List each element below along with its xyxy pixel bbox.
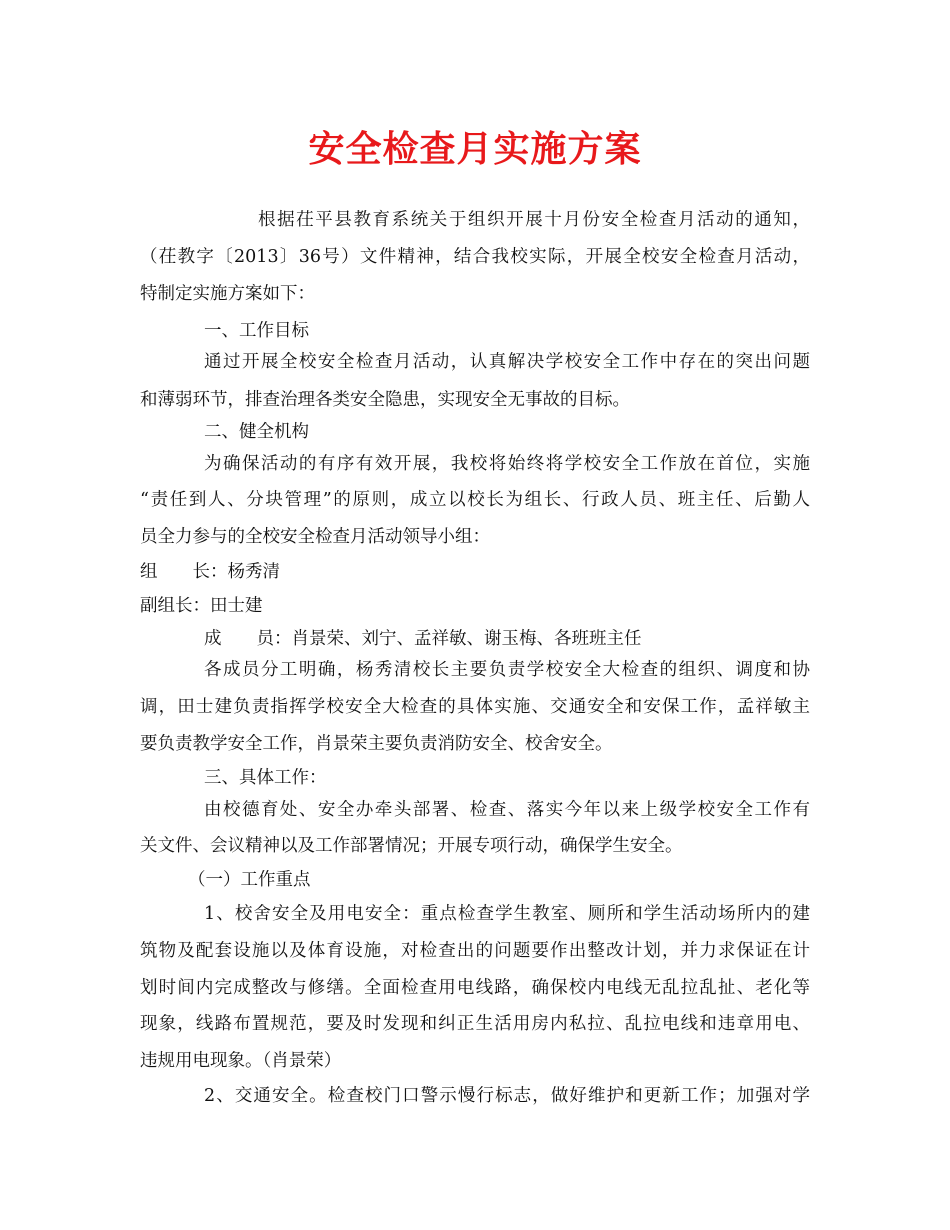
section-heading: 三、具体工作： (204, 768, 327, 788)
section-heading: （一）工作重点 (188, 870, 311, 890)
text-line: 各成员分工明确，杨秀清校长主要负责学校安全大检查的组织、调度和协 (204, 660, 810, 680)
text-line: 筑物及配套设施以及体育设施，对检查出的问题要作出整改计划，并力求保证在计 (140, 941, 810, 961)
text-line: “责任到人、分块管理”的原则，成立以校长为组长、行政人员、班主任、后勤人 (140, 490, 810, 510)
section-heading: 二、健全机构 (204, 422, 309, 442)
text-line: 1、校舍安全及用电安全：重点检查学生教室、厕所和学生活动场所内的建 (204, 904, 810, 924)
text-line: 划时间内完成整改与修缮。全面检查用电线路，确保校内电线无乱拉乱扯、老化等 (140, 978, 810, 998)
text-line: 员全力参与的全校安全检查月活动领导小组： (140, 527, 490, 547)
text-line: （茌教字〔2013〕36号）文件精神，结合我校实际，开展全校安全检查月活动， (140, 247, 810, 267)
text-line: 特制定实施方案如下： (140, 284, 315, 304)
text-line: 要负责教学安全工作，肖景荣主要负责消防安全、校舍安全。 (140, 734, 613, 754)
text-line: 根据茌平县教育系统关于组织开展十月份安全检查月活动的通知， (258, 210, 810, 230)
text-line: 调，田士建负责指挥学校安全大检查的具体实施、交通安全和安保工作，孟祥敏主 (140, 697, 810, 717)
text-line: 和薄弱环节，排查治理各类安全隐患，实现安全无事故的目标。 (140, 390, 630, 410)
section-heading: 一、工作目标 (204, 321, 309, 341)
text-line: 通过开展全校安全检查月活动，认真解决学校安全工作中存在的突出问题 (204, 352, 810, 372)
text-line: 关文件、会议精神以及工作部署情况；开展专项行动，确保学生安全。 (140, 836, 683, 856)
member-line: 组 长：杨秀清 (140, 562, 280, 582)
text-line: 2、交通安全。检查校门口警示慢行标志，做好维护和更新工作；加强对学 (204, 1086, 810, 1106)
text-line: 由校德育处、安全办牵头部署、检查、落实今年以来上级学校安全工作有 (204, 800, 810, 820)
text-line: 为确保活动的有序有效开展，我校将始终将学校安全工作放在首位，实施 (204, 454, 810, 474)
member-line: 副组长：田士建 (140, 596, 263, 616)
text-line: 违规用电现象。（肖景荣） (140, 1051, 342, 1071)
document-title: 安全检查月实施方案 (308, 129, 642, 170)
text-line: 现象，线路布置规范，要及时发现和纠正生活用房内私拉、乱拉电线和违章用电、 (140, 1014, 810, 1034)
member-line: 成 员：肖景荣、刘宁、孟祥敏、谢玉梅、各班班主任 (204, 629, 642, 649)
